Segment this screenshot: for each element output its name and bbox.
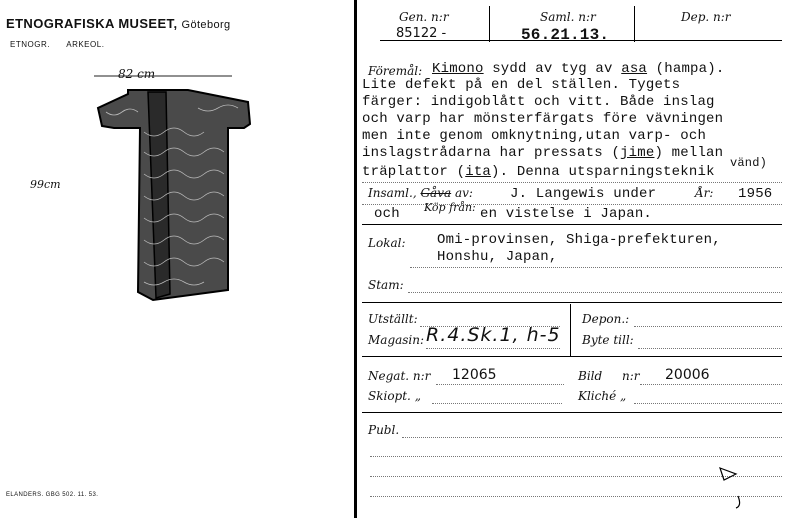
foremal-line-6 [362, 145, 723, 161]
header-divider [489, 6, 490, 42]
object-name: Kimono [432, 61, 484, 77]
lokal-line-2: Honshu, Japan, [437, 249, 558, 265]
foremal-text: träplattor ( [362, 164, 466, 180]
foremal-text: sydd av tyg av [483, 61, 622, 77]
foremal-label: Föremål: [368, 64, 423, 78]
negat-label: Negat. n:r [368, 369, 431, 383]
depon-label: Depon.: [582, 312, 630, 326]
museum-city: Göteborg [181, 19, 231, 31]
technique-term: jime [620, 145, 655, 161]
dotted-line [410, 267, 782, 268]
section-rule [362, 224, 782, 225]
dotted-line [408, 292, 782, 293]
byte-label: Byte till: [582, 333, 634, 347]
insaml-line2-prefix: och [374, 206, 400, 222]
pencil-mark-icon [712, 460, 772, 512]
dotted-line [432, 403, 562, 404]
museum-name [6, 16, 231, 31]
publ-label: Publ. [368, 423, 400, 437]
magasin-label: Magasin: [368, 333, 425, 347]
foremal-line-4: och varp har mönsterfärgats före vävningen [362, 111, 724, 127]
year-value: 1956 [738, 186, 773, 202]
insaml-struck-label: Gåva [420, 186, 452, 200]
dotted-line [436, 384, 564, 385]
dotted-line [640, 384, 782, 385]
gen-nr-value: 85122 - [396, 26, 447, 41]
section-rule [362, 302, 782, 303]
dotted-line [638, 348, 782, 349]
technique-term: ita [465, 164, 492, 180]
gen-nr-label: Gen. n:r [399, 10, 449, 24]
museum-title: ETNOGRAFISKA MUSEET, [6, 16, 178, 31]
stam-label: Stam: [368, 278, 404, 292]
kimono-sketch-icon [58, 62, 258, 302]
card-divider [354, 0, 357, 518]
section-rule [362, 356, 782, 357]
saml-nr-value: 56.21.13. [521, 26, 610, 44]
material-name: asa [621, 61, 648, 77]
printer-imprint: ELANDERS. GBG 502. 11. 53. [6, 492, 99, 498]
storage-divider [570, 304, 571, 356]
collector-name: J. Langewis under [510, 186, 657, 202]
insaml-label-text: Insaml., [368, 186, 417, 200]
dotted-line [370, 456, 782, 457]
kop-value: en vistelse i Japan. [480, 206, 653, 222]
foremal-line-5: men inte genom omknytning,utan varp- och [362, 128, 707, 144]
department-arkeol: ARKEOL. [66, 40, 105, 49]
dotted-line [634, 403, 782, 404]
bild-label: Bild [578, 369, 603, 383]
foremal-superscript: vänd) [730, 156, 768, 170]
width-measurement: 82 cm [118, 67, 156, 81]
foremal-line-1 [432, 61, 724, 77]
foremal-line-2: Lite defekt på en del ställen. Tygets [362, 77, 681, 93]
department-etnogr: ETNOGR. [10, 40, 50, 49]
foremal-text: (hampa). [647, 61, 725, 77]
lokal-label: Lokal: [368, 236, 406, 250]
year-label: År: [695, 186, 714, 200]
negat-value: 12065 [452, 367, 497, 383]
dotted-line [362, 182, 782, 183]
foremal-line-7 [362, 164, 715, 180]
kliche-label: Kliché „ [578, 389, 627, 403]
kop-label: Köp från: [424, 201, 476, 214]
insaml-label [368, 186, 473, 200]
dotted-line [402, 437, 782, 438]
skiopt-label: Skiopt. „ [368, 389, 421, 403]
bild-nr-label: n:r [622, 369, 640, 383]
foremal-text: inslagstrådarna har pressats ( [362, 145, 621, 161]
dotted-line [634, 326, 782, 327]
height-measurement: 99cm [30, 178, 61, 191]
utstallt-label: Utställt: [368, 312, 418, 326]
header-divider [634, 6, 635, 42]
foremal-text: ). Denna utsparningsteknik [491, 164, 715, 180]
bild-value: 20006 [665, 367, 710, 383]
lokal-line-1: Omi-provinsen, Shiga-prefekturen, [437, 232, 721, 248]
insaml-label-text: av: [454, 186, 473, 200]
magasin-value: R.4.Sk.1, h-5 [426, 324, 561, 346]
section-rule [362, 412, 782, 413]
foremal-line-3: färger: indigoblått och vitt. Både inslag [362, 94, 715, 110]
dep-nr-label: Dep. n:r [681, 10, 731, 24]
saml-nr-label: Saml. n:r [540, 10, 596, 24]
dotted-line [426, 348, 560, 349]
foremal-text: ) mellan [654, 145, 724, 161]
department-labels [10, 40, 118, 49]
